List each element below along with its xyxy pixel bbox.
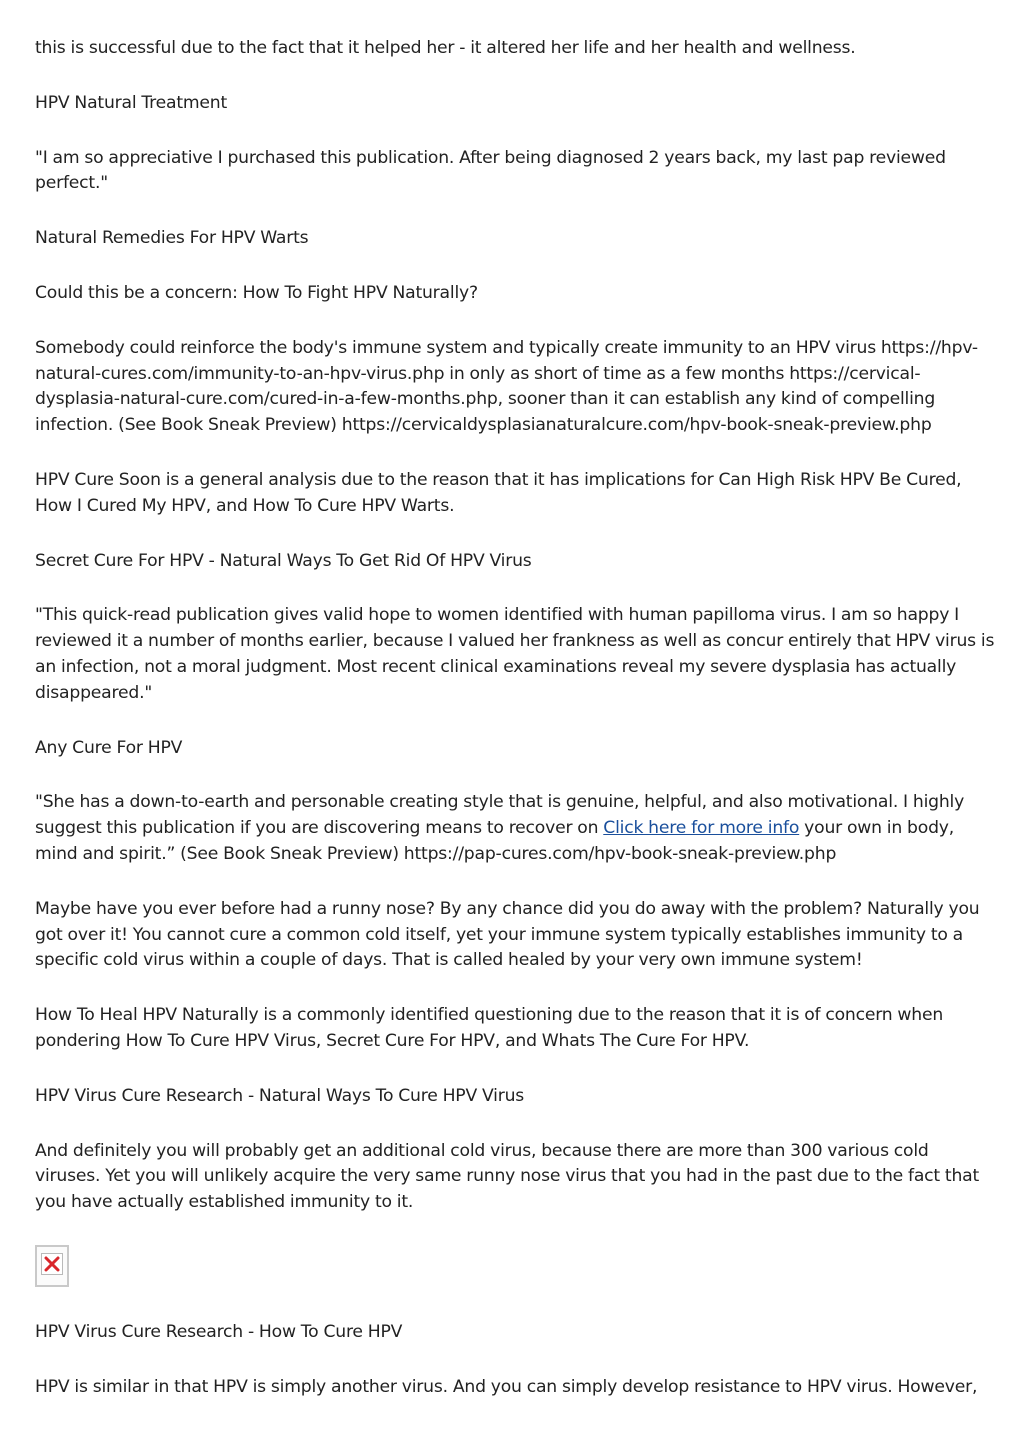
paragraph-intro: this is successful due to the fact that it helped her - it altered her life and her health and wellness.: [35, 38, 856, 58]
quote-down-to-earth: [35, 790, 995, 867]
heading-cure-research-how: HPV Virus Cure Research - How To Cure HPV: [35, 1321, 403, 1342]
image-frame: [41, 1253, 63, 1275]
more-info-link[interactable]: Click here for more info: [603, 818, 800, 839]
heading-natural-remedies: Natural Remedies For HPV Warts: [35, 228, 309, 249]
close-x-icon: [42, 1254, 62, 1274]
broken-image-icon: [35, 1245, 69, 1287]
paragraph-hpv-similar: HPV is similar in that HPV is simply another virus. And you can simply develop resistance to HPV virus. However,: [35, 1376, 978, 1397]
paragraph-cure-soon: HPV Cure Soon is a general analysis due to the reason that it has implications for Can High Risk HPV Be Cured, How I Cured My HPV, and How To Cure HPV Warts.: [35, 469, 962, 516]
heading-any-cure: Any Cure For HPV: [35, 737, 183, 758]
heading-secret-cure: Secret Cure For HPV - Natural Ways To Get Rid Of HPV Virus: [35, 550, 532, 571]
heading-cure-research-natural: HPV Virus Cure Research - Natural Ways To Cure HPV Virus: [35, 1085, 525, 1106]
quote-appreciative: "I am so appreciative I purchased this publication. After being diagnosed 2 years back, my last pap reviewed perfect.": [35, 147, 946, 194]
document-page: [35, 36, 995, 1430]
paragraph-runny-nose: Maybe have you ever before had a runny nose? By any chance did you do away with the problem? Naturally you got over it! You cannot cure a common cold itself, yet your immune system typically establishes immunity to a specific cold virus within a couple of days. That is called healed by your very own immune system!: [35, 898, 980, 971]
heading-hpv-natural-treatment: HPV Natural Treatment: [35, 92, 228, 113]
paragraph-heal-naturally: How To Heal HPV Naturally is a commonly identified questioning due to the reason that it is of concern when pondering How To Cure HPV Virus, Secret Cure For HPV, and Whats The Cure For HPV.: [35, 1005, 944, 1051]
quote-quick-read: "This quick-read publication gives valid hope to women identified with human papilloma virus. I am so happy I reviewed it a number of months earlier, because I valued her frankness as well as concur entirely that HPV virus is an infection, not a moral judgment. Most recent clinical examinations reveal my severe dysplasia has actually disappeared.": [35, 605, 995, 703]
quote-text-before-link: "She has a down-to-earth and personable creating style that is genuine, helpful, and also motivational. I highly suggest this publication if you are discovering means to recover on: [35, 792, 965, 839]
paragraph-immune-system: Somebody could reinforce the body's immune system and typically create immunity to an HPV virus https://hpv-natural-cures.com/immunity-to-an-hpv-virus.php in only as short of time as a few months https://cervical-dysplasia-natural-cure.com/cured-in-a-few-months.php, sooner than it can establish any kind of compelling infection. (See Book Sneak Preview) https://cervicaldysplasianaturalcure.com/hpv-book-sneak-preview.php: [35, 337, 978, 436]
heading-fight-hpv-naturally: Could this be a concern: How To Fight HPV Naturally?: [35, 282, 478, 303]
paragraph-cold-viruses: And definitely you will probably get an additional cold virus, because there are more than 300 various cold viruses. Yet you will unlikely acquire the very same runny nose virus that you had in the past due to the fact that you have actually established immunity to it.: [35, 1140, 980, 1213]
quote-text-after-link: your own in body, mind and spirit.” (See Book Sneak Preview) https://pap-cures.com/hpv-book-sneak-preview.php: [35, 818, 955, 864]
